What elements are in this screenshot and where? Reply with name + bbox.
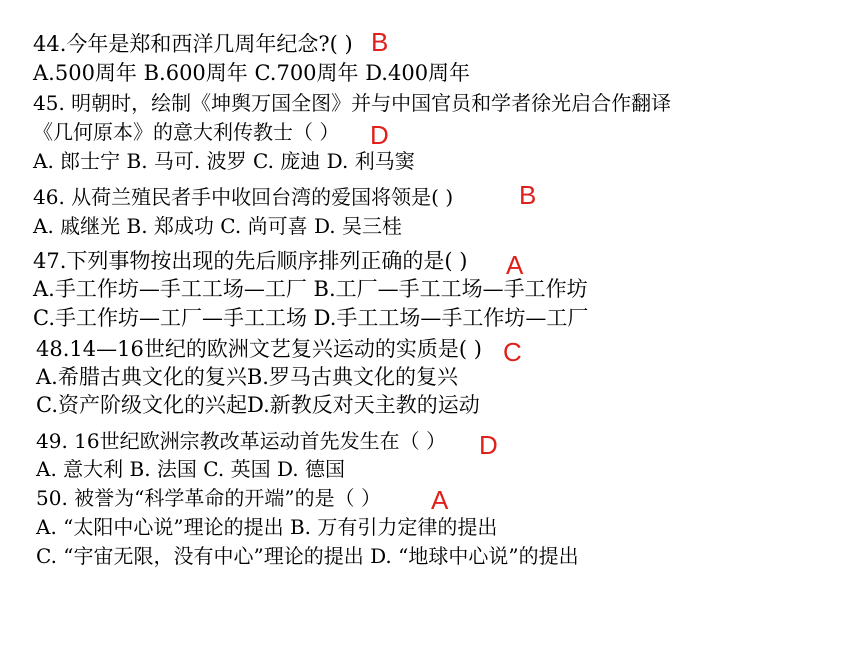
question-45-stem: 45. 明朝时，绘制《坤舆万国全图》并与中国官员和学者徐光启合作翻译 (33, 91, 672, 115)
answer-47: A (506, 250, 524, 280)
answer-48: C (503, 337, 522, 367)
answer-49: D (479, 430, 498, 460)
question-46-options: A. 戚继光 B. 郑成功 C. 尚可喜 D. 吴三桂 (33, 214, 402, 238)
question-48-stem: 48.14—16世纪的欧洲文艺复兴运动的实质是( ) (36, 337, 482, 361)
question-44-stem: 44.今年是郑和西洋几周年纪念?( ) (33, 32, 353, 56)
question-49-stem: 49. 16世纪欧洲宗教改革运动首先发生在（ ） (36, 429, 446, 453)
question-47-option-c-d: C.手工作坊—工厂—手工工场 D.手工工场—手工作坊—工厂 (33, 306, 589, 330)
question-47-option-a-b: A.手工作坊—手工工场—工厂 B.工厂—手工工场—手工作坊 (33, 277, 588, 301)
question-50-option-c-d: C. “宇宙无限，没有中心”理论的提出 D. “地球中心说”的提出 (36, 544, 579, 568)
question-45-stem-cont: 《几何原本》的意大利传教士（ ） (33, 120, 340, 144)
answer-45: D (370, 120, 389, 150)
question-45-options: A. 郎士宁 B. 马可. 波罗 C. 庞迪 D. 利马窦 (33, 149, 415, 173)
question-44-options: A.500周年 B.600周年 C.700周年 D.400周年 (33, 61, 471, 85)
question-47-stem: 47.下列事物按出现的先后顺序排列正确的是( ) (33, 249, 468, 273)
answer-46: B (519, 180, 537, 210)
question-48-option-c-d: C.资产阶级文化的兴起D.新教反对天主教的运动 (36, 393, 480, 417)
question-49-options: A. 意大利 B. 法国 C. 英国 D. 德国 (36, 457, 345, 481)
question-48-option-a-b: A.希腊古典文化的复兴B.罗马古典文化的复兴 (36, 365, 458, 389)
question-50-option-a-b: A. “太阳中心说”理论的提出 B. 万有引力定律的提出 (36, 515, 498, 539)
question-46-stem: 46. 从荷兰殖民者手中收回台湾的爱国将领是( ) (33, 185, 454, 209)
answer-50: A (431, 485, 449, 515)
question-50-stem: 50. 被誉为“科学革命的开端”的是（ ） (36, 486, 381, 510)
answer-44: B (371, 27, 389, 57)
